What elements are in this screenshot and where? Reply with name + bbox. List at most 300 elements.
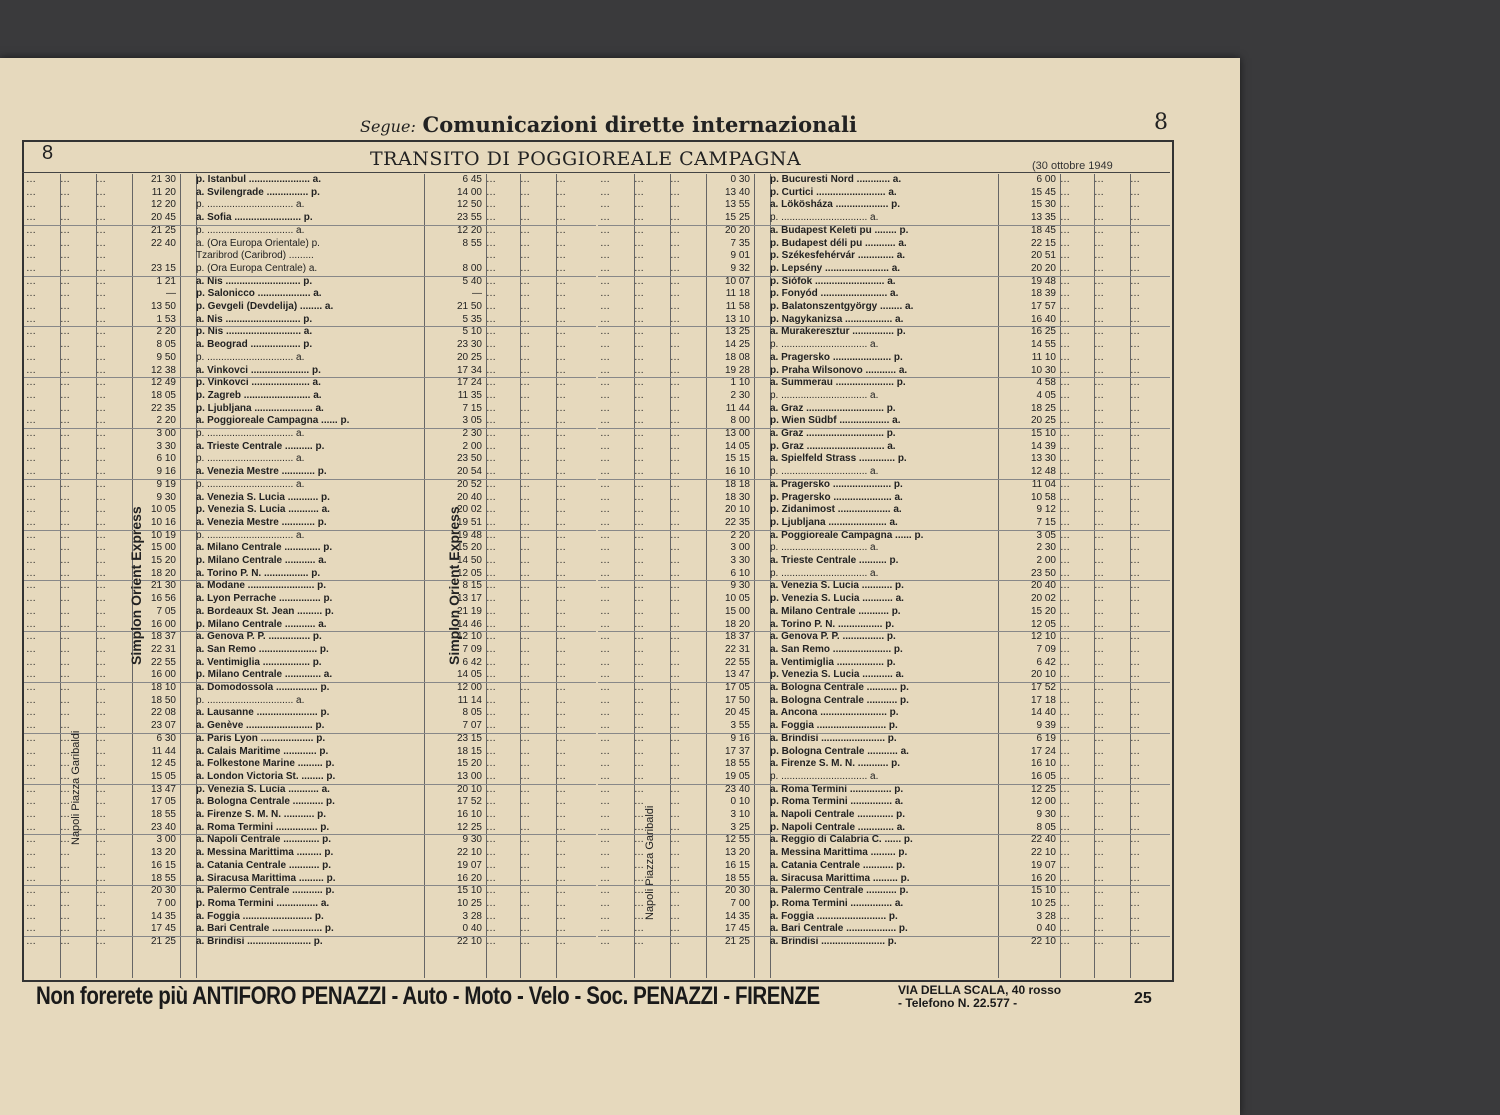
empty-cell: …: [1094, 415, 1104, 427]
station-cell: p. Fonyód ........................ a.: [770, 288, 899, 300]
empty-cell: …: [670, 301, 680, 312]
empty-cell: …: [486, 796, 496, 808]
station-cell: a. San Remo ..................... p.: [770, 643, 903, 655]
time-cell: 3 30: [730, 555, 750, 566]
empty-cell: …: [1130, 529, 1140, 541]
empty-cell: …: [1094, 199, 1104, 211]
station-cell: a. Bari Centrale .................. p.: [770, 923, 908, 935]
empty-cell: …: [520, 694, 530, 706]
table-row: [24, 238, 596, 251]
table-row: [24, 911, 596, 924]
time-cell: 15 20: [1030, 605, 1056, 617]
time-cell: 15 00: [724, 605, 750, 617]
empty-cell: …: [1130, 301, 1140, 312]
empty-cell: …: [1130, 694, 1140, 706]
empty-cell: …: [96, 923, 106, 935]
time-cell: 18 50: [150, 694, 176, 706]
empty-cell: …: [26, 504, 36, 516]
time-cell: 20 52: [456, 478, 482, 490]
empty-cell: …: [60, 758, 70, 770]
table-row: [24, 225, 596, 238]
time-cell: 8 15: [462, 580, 482, 592]
empty-cell: …: [1130, 440, 1140, 452]
empty-cell: …: [1060, 694, 1070, 706]
time-cell: 10 16: [150, 516, 176, 528]
empty-cell: …: [1094, 186, 1104, 198]
empty-cell: …: [26, 186, 36, 198]
empty-cell: …: [520, 275, 530, 287]
empty-cell: …: [1060, 821, 1070, 833]
empty-cell: …: [26, 199, 36, 211]
empty-cell: …: [600, 682, 610, 693]
empty-cell: …: [556, 682, 566, 693]
empty-cell: …: [26, 923, 36, 935]
time-cell: 17 05: [724, 682, 750, 693]
time-cell: 16 25: [1030, 326, 1056, 338]
time-cell: 18 55: [150, 872, 176, 884]
empty-cell: …: [60, 923, 70, 935]
empty-cell: …: [1130, 491, 1140, 503]
empty-cell: …: [670, 923, 680, 935]
empty-cell: …: [96, 834, 106, 846]
empty-cell: …: [670, 453, 680, 465]
empty-cell: …: [1094, 770, 1104, 782]
empty-cell: …: [520, 288, 530, 300]
time-cell: 17 37: [724, 745, 750, 757]
empty-cell: …: [1130, 377, 1140, 389]
empty-cell: …: [96, 377, 106, 389]
empty-cell: …: [1094, 707, 1104, 719]
empty-cell: …: [26, 377, 36, 389]
empty-cell: …: [600, 669, 610, 681]
time-cell: 17 24: [1030, 745, 1056, 757]
time-cell: 22 08: [150, 707, 176, 719]
station-cell: a. Genève ........................ p.: [196, 720, 325, 732]
time-cell: 22 10: [1030, 936, 1056, 947]
empty-cell: …: [96, 453, 106, 465]
empty-cell: …: [520, 542, 530, 554]
empty-cell: …: [96, 186, 106, 198]
empty-cell: …: [1094, 643, 1104, 655]
empty-cell: …: [1060, 631, 1070, 643]
empty-cell: …: [634, 186, 644, 198]
empty-cell: …: [600, 745, 610, 757]
empty-cell: …: [670, 631, 680, 643]
empty-cell: …: [600, 758, 610, 770]
time-cell: 11 58: [725, 301, 750, 312]
empty-cell: …: [486, 783, 496, 795]
row-rule: [598, 225, 1170, 226]
empty-cell: …: [1060, 923, 1070, 935]
time-cell: 0 40: [1036, 923, 1056, 935]
empty-cell: …: [670, 224, 680, 236]
time-cell: 6 00: [1036, 174, 1056, 185]
empty-cell: …: [1060, 770, 1070, 782]
empty-cell: …: [1060, 885, 1070, 897]
empty-cell: …: [556, 351, 566, 363]
empty-cell: …: [600, 910, 610, 922]
empty-cell: …: [26, 516, 36, 528]
station-cell: p. Pragersko ..................... a.: [770, 491, 903, 503]
empty-cell: …: [1130, 326, 1140, 338]
empty-cell: …: [556, 174, 566, 185]
empty-cell: …: [670, 682, 680, 693]
table-row: [24, 669, 596, 682]
empty-cell: …: [600, 250, 610, 262]
empty-cell: …: [1130, 758, 1140, 770]
table-row: [598, 377, 1170, 390]
empty-cell: …: [634, 326, 644, 338]
empty-cell: …: [96, 885, 106, 897]
time-cell: 14 39: [1030, 440, 1056, 452]
empty-cell: …: [1060, 326, 1070, 338]
station-cell: a. Vinkovci ..................... p.: [196, 364, 321, 376]
station-cell: a. Palermo Centrale ........... p.: [770, 885, 909, 897]
row-rule: [598, 631, 1170, 632]
table-row: [598, 619, 1170, 632]
table-row: [24, 390, 596, 403]
table-title: TRANSITO DI POGGIOREALE CAMPAGNA: [370, 148, 802, 170]
station-cell: p. Roma Termini ............... a.: [770, 796, 904, 808]
empty-cell: …: [96, 809, 106, 820]
time-cell: 23 55: [456, 212, 482, 224]
empty-cell: …: [600, 605, 610, 617]
empty-cell: …: [26, 669, 36, 681]
empty-cell: …: [486, 288, 496, 300]
empty-cell: …: [600, 402, 610, 414]
row-rule: [24, 428, 596, 429]
time-cell: 14 00: [456, 186, 482, 198]
table-row: [598, 682, 1170, 695]
empty-cell: …: [600, 542, 610, 554]
empty-cell: …: [96, 707, 106, 719]
empty-cell: …: [60, 821, 70, 833]
empty-cell: …: [26, 910, 36, 922]
empty-cell: …: [486, 745, 496, 757]
table-row: [598, 365, 1170, 378]
empty-cell: …: [670, 402, 680, 414]
advertisement-address: [898, 984, 1061, 1010]
empty-cell: …: [556, 529, 566, 541]
empty-cell: …: [670, 516, 680, 528]
empty-cell: …: [1130, 478, 1140, 490]
empty-cell: …: [60, 389, 70, 401]
empty-cell: …: [1060, 936, 1070, 947]
row-rule: [598, 530, 1170, 531]
time-cell: 6 30: [156, 732, 176, 744]
empty-cell: …: [486, 478, 496, 490]
empty-cell: …: [634, 809, 644, 820]
empty-cell: …: [520, 389, 530, 401]
empty-cell: …: [1060, 758, 1070, 770]
time-cell: 12 25: [1030, 783, 1056, 795]
empty-cell: …: [26, 262, 36, 274]
station-cell: p. Nis ........................... a.: [196, 326, 313, 338]
empty-cell: …: [1094, 720, 1104, 732]
time-cell: 9 39: [1036, 720, 1056, 732]
station-cell: a. Lausanne ...................... p.: [196, 707, 330, 719]
time-cell: 22 10: [1030, 847, 1056, 859]
advertisement-text: Non forerete più ANTIFORO PENAZZI - Auto - Moto - Velo - Soc. PENAZZI - FIRENZE: [36, 982, 820, 1010]
empty-cell: …: [670, 428, 680, 439]
empty-cell: …: [96, 859, 106, 871]
station-cell: a. Brindisi ....................... p.: [770, 936, 897, 947]
empty-cell: …: [600, 567, 610, 579]
empty-cell: …: [600, 809, 610, 820]
empty-cell: …: [1094, 821, 1104, 833]
row-rule: [24, 936, 596, 937]
empty-cell: …: [486, 351, 496, 363]
empty-cell: …: [600, 237, 610, 249]
empty-cell: …: [600, 275, 610, 287]
empty-cell: …: [520, 555, 530, 566]
table-row: [598, 822, 1170, 835]
empty-cell: …: [486, 809, 496, 820]
empty-cell: …: [670, 834, 680, 846]
table-row: [598, 428, 1170, 441]
empty-cell: …: [26, 301, 36, 312]
time-cell: 0 40: [462, 923, 482, 935]
time-cell: 2 00: [1036, 555, 1056, 566]
empty-cell: …: [1130, 339, 1140, 351]
table-row: [24, 263, 596, 276]
empty-cell: …: [96, 593, 106, 605]
empty-cell: …: [26, 796, 36, 808]
header-title: Comunicazioni dirette internazionali: [422, 112, 857, 137]
empty-cell: …: [486, 859, 496, 871]
empty-cell: …: [600, 199, 610, 211]
empty-cell: …: [634, 720, 644, 732]
time-cell: 13 47: [724, 669, 750, 681]
table-row: [24, 593, 596, 606]
empty-cell: …: [600, 859, 610, 871]
empty-cell: …: [670, 618, 680, 630]
empty-cell: …: [1130, 275, 1140, 287]
empty-cell: …: [1094, 694, 1104, 706]
time-cell: 9 16: [730, 732, 750, 744]
empty-cell: …: [96, 555, 106, 566]
time-cell: 2 20: [730, 529, 750, 541]
table-row: [598, 809, 1170, 822]
empty-cell: …: [556, 643, 566, 655]
empty-cell: …: [520, 478, 530, 490]
empty-cell: …: [26, 872, 36, 884]
empty-cell: …: [556, 262, 566, 274]
empty-cell: …: [96, 936, 106, 947]
station-cell: p. ............................... a.: [196, 529, 305, 541]
empty-cell: …: [670, 389, 680, 401]
empty-cell: …: [60, 555, 70, 566]
empty-cell: …: [634, 847, 644, 859]
empty-cell: …: [486, 618, 496, 630]
empty-cell: …: [60, 859, 70, 871]
empty-cell: …: [670, 707, 680, 719]
time-cell: 9 12: [1036, 504, 1056, 516]
station-cell: p. ............................... a.: [196, 453, 305, 465]
empty-cell: …: [96, 199, 106, 211]
empty-cell: …: [1060, 732, 1070, 744]
table-row: [24, 936, 596, 949]
station-cell: a. Lökösháza ................... p.: [770, 199, 901, 211]
table-row: [24, 492, 596, 505]
station-cell: a. Murakeresztur ............... p.: [770, 326, 906, 338]
empty-cell: …: [1130, 605, 1140, 617]
table-row: [24, 377, 596, 390]
time-cell: 5 35: [462, 313, 482, 325]
station-cell: p. Ljubljana ..................... a.: [770, 516, 898, 528]
empty-cell: …: [556, 453, 566, 465]
empty-cell: …: [600, 656, 610, 668]
empty-cell: …: [60, 770, 70, 782]
station-cell: p. (Ora Europa Centrale) a.: [196, 262, 318, 274]
station-cell: p. ............................... a.: [196, 428, 305, 439]
empty-cell: …: [26, 542, 36, 554]
empty-cell: …: [1130, 415, 1140, 427]
empty-cell: …: [486, 389, 496, 401]
row-rule: [598, 326, 1170, 327]
time-cell: 3 28: [1036, 910, 1056, 922]
station-cell: p. Curtici ......................... a.: [770, 186, 897, 198]
empty-cell: …: [670, 732, 680, 744]
empty-cell: …: [486, 682, 496, 693]
time-cell: 2 30: [1036, 542, 1056, 554]
empty-cell: …: [1130, 821, 1140, 833]
station-cell: p. ............................... a.: [770, 389, 879, 401]
table-row: [598, 174, 1170, 187]
time-cell: 15 20: [456, 542, 482, 554]
station-cell: a. Napoli Centrale ............. p.: [196, 834, 332, 846]
empty-cell: …: [26, 491, 36, 503]
empty-cell: …: [1130, 707, 1140, 719]
row-rule: [598, 428, 1170, 429]
empty-cell: …: [60, 694, 70, 706]
empty-cell: …: [556, 872, 566, 884]
empty-cell: …: [1060, 809, 1070, 820]
time-cell: 13 00: [724, 428, 750, 439]
empty-cell: …: [96, 301, 106, 312]
empty-cell: …: [600, 301, 610, 312]
time-cell: 17 50: [724, 694, 750, 706]
empty-cell: …: [486, 885, 496, 897]
time-cell: 7 15: [462, 402, 482, 414]
empty-cell: …: [1094, 542, 1104, 554]
empty-cell: …: [1130, 682, 1140, 693]
time-cell: 8 00: [462, 262, 482, 274]
station-cell: a. Venezia S. Lucia ........... p.: [196, 491, 330, 503]
table-row: [598, 911, 1170, 924]
empty-cell: …: [1130, 313, 1140, 325]
empty-cell: …: [600, 720, 610, 732]
empty-cell: …: [60, 326, 70, 338]
empty-cell: …: [634, 415, 644, 427]
empty-cell: …: [1060, 504, 1070, 516]
empty-cell: …: [600, 555, 610, 566]
time-cell: 7 00: [156, 897, 176, 909]
station-cell: a. Paris Lyon ................... p.: [196, 732, 326, 744]
empty-cell: …: [1130, 186, 1140, 198]
vertical-label-napoli-left: Napoli Piazza Garibaldi: [70, 730, 82, 845]
station-cell: a. Bologna Centrale ........... p.: [770, 694, 909, 706]
empty-cell: …: [96, 669, 106, 681]
time-cell: 8 00: [730, 415, 750, 427]
empty-cell: …: [556, 720, 566, 732]
table-row: [598, 415, 1170, 428]
table-row: [24, 834, 596, 847]
station-cell: a. Bari Centrale .................. p.: [196, 923, 334, 935]
empty-cell: …: [600, 732, 610, 744]
empty-cell: …: [26, 847, 36, 859]
empty-cell: …: [1130, 923, 1140, 935]
empty-cell: …: [96, 326, 106, 338]
time-cell: 3 28: [462, 910, 482, 922]
time-cell: 22 40: [1030, 834, 1056, 846]
station-cell: p. Praha Wilsonovo ........... a.: [770, 364, 908, 376]
empty-cell: …: [556, 897, 566, 909]
empty-cell: …: [1094, 631, 1104, 643]
empty-cell: …: [1060, 339, 1070, 351]
time-cell: 14 46: [456, 618, 482, 630]
empty-cell: …: [1130, 174, 1140, 185]
empty-cell: …: [96, 250, 106, 262]
empty-cell: …: [634, 250, 644, 262]
empty-cell: …: [60, 174, 70, 185]
time-cell: 12 05: [1030, 618, 1056, 630]
time-cell: 16 10: [724, 466, 750, 478]
page-title: [360, 112, 857, 137]
station-cell: p. Venezia S. Lucia ........... a.: [770, 669, 904, 681]
empty-cell: …: [486, 593, 496, 605]
empty-cell: …: [60, 262, 70, 274]
time-cell: 3 05: [462, 415, 482, 427]
empty-cell: …: [520, 923, 530, 935]
empty-cell: …: [556, 275, 566, 287]
right-timetable: [598, 174, 1170, 978]
table-row: [24, 365, 596, 378]
station-cell: a. Bologna Centrale ........... p.: [196, 796, 335, 808]
empty-cell: …: [556, 478, 566, 490]
time-cell: 1 10: [730, 377, 750, 389]
empty-cell: …: [520, 783, 530, 795]
left-timetable: [24, 174, 596, 978]
empty-cell: …: [670, 542, 680, 554]
empty-cell: …: [1094, 796, 1104, 808]
empty-cell: …: [556, 250, 566, 262]
time-cell: 21 25: [150, 936, 176, 947]
station-cell: p. ............................... a.: [196, 351, 305, 363]
time-cell: 20 25: [1030, 415, 1056, 427]
station-cell: a. Messina Marittima ......... p.: [770, 847, 908, 859]
empty-cell: …: [670, 720, 680, 732]
empty-cell: …: [1060, 643, 1070, 655]
empty-cell: …: [60, 301, 70, 312]
empty-cell: …: [634, 555, 644, 566]
station-cell: a. Roma Termini ............... p.: [770, 783, 904, 795]
empty-cell: …: [1060, 224, 1070, 236]
time-cell: 12 00: [456, 682, 482, 693]
empty-cell: …: [26, 466, 36, 478]
table-row: [598, 860, 1170, 873]
empty-cell: …: [520, 491, 530, 503]
empty-cell: …: [556, 326, 566, 338]
empty-cell: …: [1094, 555, 1104, 566]
time-cell: 7 09: [462, 643, 482, 655]
time-cell: 14 35: [150, 910, 176, 922]
empty-cell: …: [1060, 199, 1070, 211]
empty-cell: …: [1130, 669, 1140, 681]
empty-cell: …: [486, 923, 496, 935]
empty-cell: …: [60, 516, 70, 528]
empty-cell: …: [26, 428, 36, 439]
